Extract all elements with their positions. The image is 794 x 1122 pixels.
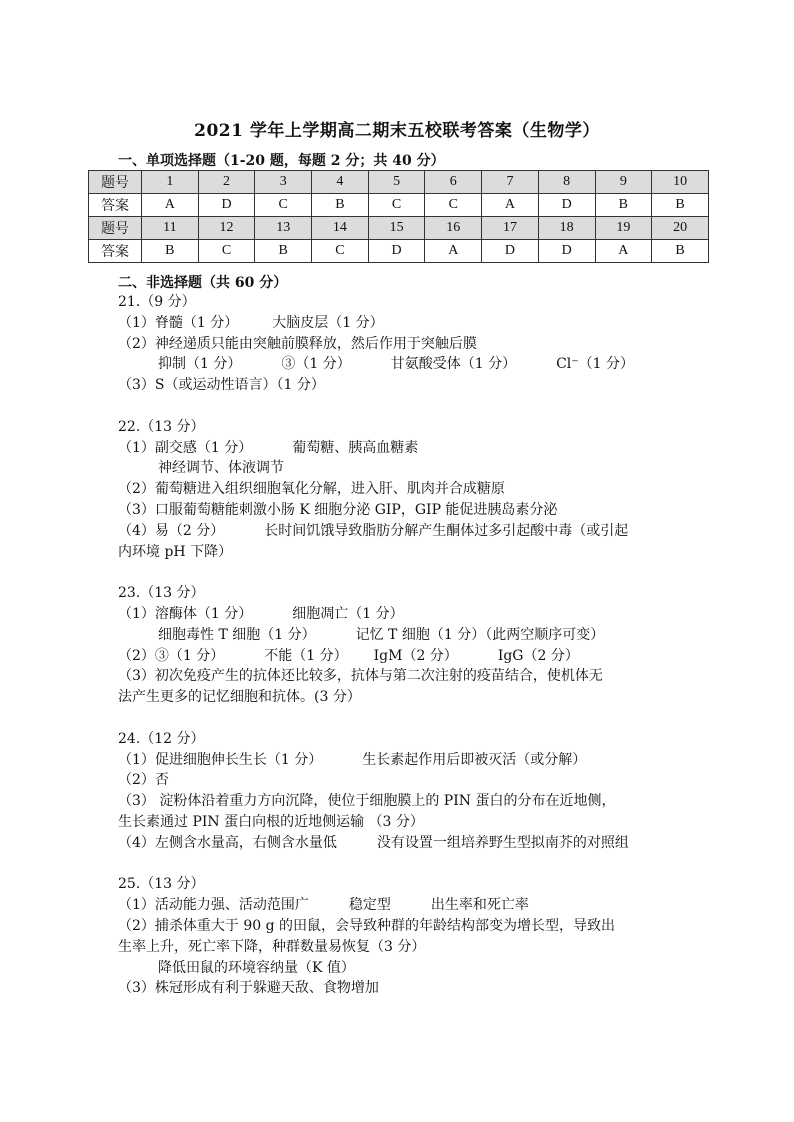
question-number: 20 xyxy=(652,217,709,240)
answer-cell: C xyxy=(425,194,482,217)
question-number: 19 xyxy=(595,217,652,240)
question-number-row xyxy=(89,171,709,194)
answer-line: （2）捕杀体重大于 90 g 的田鼠，会导致种群的年龄结构部变为增长型，导致出 xyxy=(118,917,616,934)
answer-table xyxy=(88,170,709,263)
answer-text: 出生率和死亡率 xyxy=(430,897,529,914)
answer-line xyxy=(118,895,718,916)
answer-cell: D xyxy=(482,240,539,263)
question-number: 11 xyxy=(142,217,199,240)
question-number: 5 xyxy=(368,171,425,194)
question-number: 3 xyxy=(255,171,312,194)
answer-line: 法产生更多的记忆细胞和抗体。(3 分） xyxy=(118,689,361,706)
answer-text: 细胞凋亡（1 分） xyxy=(292,605,404,622)
question-number: 10 xyxy=(652,171,709,194)
answer-text: ③（1 分） xyxy=(281,356,351,373)
answer-cell: B xyxy=(595,194,652,217)
question-heading: 24.（12 分） xyxy=(118,730,205,747)
answer-cell: A xyxy=(482,194,539,217)
row-label: 题号 xyxy=(89,171,142,194)
answer-text: 记忆 T 细胞（1 分）（此两空顺序可变） xyxy=(355,626,605,643)
answer-text: IgG（2 分） xyxy=(497,647,579,664)
answer-text: （2）③（1 分） xyxy=(118,647,225,664)
answer-line: （3）初次免疫产生的抗体还比较多，抗体与第二次注射的疫苗结合，使机体无 xyxy=(118,668,603,685)
answer-line: （3）S（或运动性语言）（1 分） xyxy=(118,377,325,394)
answer-text: 甘氨酸受体（1 分） xyxy=(390,356,517,373)
answer-line xyxy=(118,750,718,771)
answer-cell: B xyxy=(652,240,709,263)
answer-line xyxy=(118,438,718,459)
answer-row xyxy=(89,194,709,217)
answer-text: 长时间饥饿导致脂肪分解产生酮体过多引起酸中毒（或引起 xyxy=(264,522,629,539)
answer-line: （2）神经递质只能由突触前膜释放，然后作用于突触后膜 xyxy=(118,335,477,352)
answer-body xyxy=(118,292,718,999)
question-number: 15 xyxy=(368,217,425,240)
question-number: 14 xyxy=(312,217,369,240)
question-number: 8 xyxy=(538,171,595,194)
question-number-row xyxy=(89,217,709,240)
answer-cell: A xyxy=(142,194,199,217)
section-choice-heading: 一、单项选择题（1-20 题，每题 2 分；共 40 分） xyxy=(118,153,445,169)
answer-line xyxy=(118,646,718,667)
answer-cell: B xyxy=(312,194,369,217)
answer-text: （4）左侧含水量高，右侧含水量低 xyxy=(118,834,337,851)
question-number: 6 xyxy=(425,171,482,194)
answer-cell: B xyxy=(652,194,709,217)
section-open-heading: 二、非选择题（共 60 分） xyxy=(118,275,288,291)
answer-text: 生长素起作用后即被灭活（或分解） xyxy=(362,751,587,768)
answer-cell: B xyxy=(142,240,199,263)
answer-text: （1）脊髓（1 分） xyxy=(118,314,239,331)
answer-line: 内环境 pH 下降） xyxy=(118,543,233,560)
answer-line: 神经调节、体液调节 xyxy=(158,460,284,477)
page-title: 2021 学年上学期高二期末五校联考答案（生物学） xyxy=(194,121,600,141)
row-label: 答案 xyxy=(89,240,142,263)
answer-text: 没有设置一组培养野生型拟南芥的对照组 xyxy=(376,834,629,851)
answer-cell: D xyxy=(538,194,595,217)
answer-line: （3）口服葡萄糖能刺激小肠 K 细胞分泌 GIP，GIP 能促进胰岛素分泌 xyxy=(118,501,558,518)
answer-cell: C xyxy=(312,240,369,263)
row-label: 答案 xyxy=(89,194,142,217)
question-heading: 21.（9 分） xyxy=(118,294,196,310)
question-number: 9 xyxy=(595,171,652,194)
answer-line: 降低田鼠的环境容纳量（K 值） xyxy=(158,959,355,976)
answer-line xyxy=(118,521,718,542)
answer-line xyxy=(118,604,718,625)
answer-line xyxy=(118,625,718,646)
question-number: 12 xyxy=(198,217,255,240)
answer-cell: C xyxy=(198,240,255,263)
question-heading: 23.（13 分） xyxy=(118,585,205,602)
answer-line xyxy=(118,833,718,854)
answer-text: 稳定型 xyxy=(348,897,391,914)
answer-text: （1）活动能力强、活动范围广 xyxy=(118,897,309,914)
answer-cell: D xyxy=(198,194,255,217)
question-number: 4 xyxy=(312,171,369,194)
question-number: 7 xyxy=(482,171,539,194)
answer-line: （2）否 xyxy=(118,772,169,789)
answer-line xyxy=(118,313,718,334)
answer-text: 细胞毒性 T 细胞（1 分） xyxy=(158,626,316,643)
question-number: 1 xyxy=(142,171,199,194)
answer-text: 葡萄糖、胰高血糖素 xyxy=(292,439,419,456)
answer-cell: D xyxy=(368,240,425,263)
answer-line: 生长素通过 PIN 蛋白向根的近地侧运输 （3 分） xyxy=(118,813,424,830)
answer-text: （4）易（2 分） xyxy=(118,522,225,539)
question-number: 17 xyxy=(482,217,539,240)
question-heading: 22.（13 分） xyxy=(118,418,205,435)
answer-line: （3） 淀粉体沿着重力方向沉降，使位于细胞膜上的 PIN 蛋白的分布在近地侧， xyxy=(118,793,616,810)
answer-line: （3）株冠形成有利于躲避天敌、食物增加 xyxy=(118,980,379,997)
answer-text: 不能（1 分） xyxy=(264,647,348,664)
answer-cell: B xyxy=(255,240,312,263)
answer-text: （1）副交感（1 分） xyxy=(118,439,253,456)
answer-line xyxy=(118,354,718,375)
question-number: 16 xyxy=(425,217,482,240)
answer-cell: A xyxy=(425,240,482,263)
question-number: 13 xyxy=(255,217,312,240)
answer-text: （1）促进细胞伸长生长（1 分） xyxy=(118,751,323,768)
answer-cell: A xyxy=(595,240,652,263)
answer-cell: C xyxy=(368,194,425,217)
question-number: 18 xyxy=(538,217,595,240)
answer-cell: C xyxy=(255,194,312,217)
answer-row xyxy=(89,240,709,263)
answer-text: （1）溶酶体（1 分） xyxy=(118,605,253,622)
answer-cell: D xyxy=(538,240,595,263)
answer-line: （2）葡萄糖进入组织细胞氧化分解，进入肝、肌肉并合成糖原 xyxy=(118,481,505,498)
question-heading: 25.（13 分） xyxy=(118,876,205,893)
answer-line: 生率上升，死亡率下降，种群数量易恢复（3 分） xyxy=(118,938,426,955)
row-label: 题号 xyxy=(89,217,142,240)
question-number: 2 xyxy=(198,171,255,194)
answer-text: 抑制（1 分） xyxy=(158,356,242,373)
answer-text: 大脑皮层（1 分） xyxy=(272,314,384,331)
answer-text: IgM（2 分） xyxy=(373,647,458,664)
answer-text: Cl⁻（1 分） xyxy=(556,356,635,373)
